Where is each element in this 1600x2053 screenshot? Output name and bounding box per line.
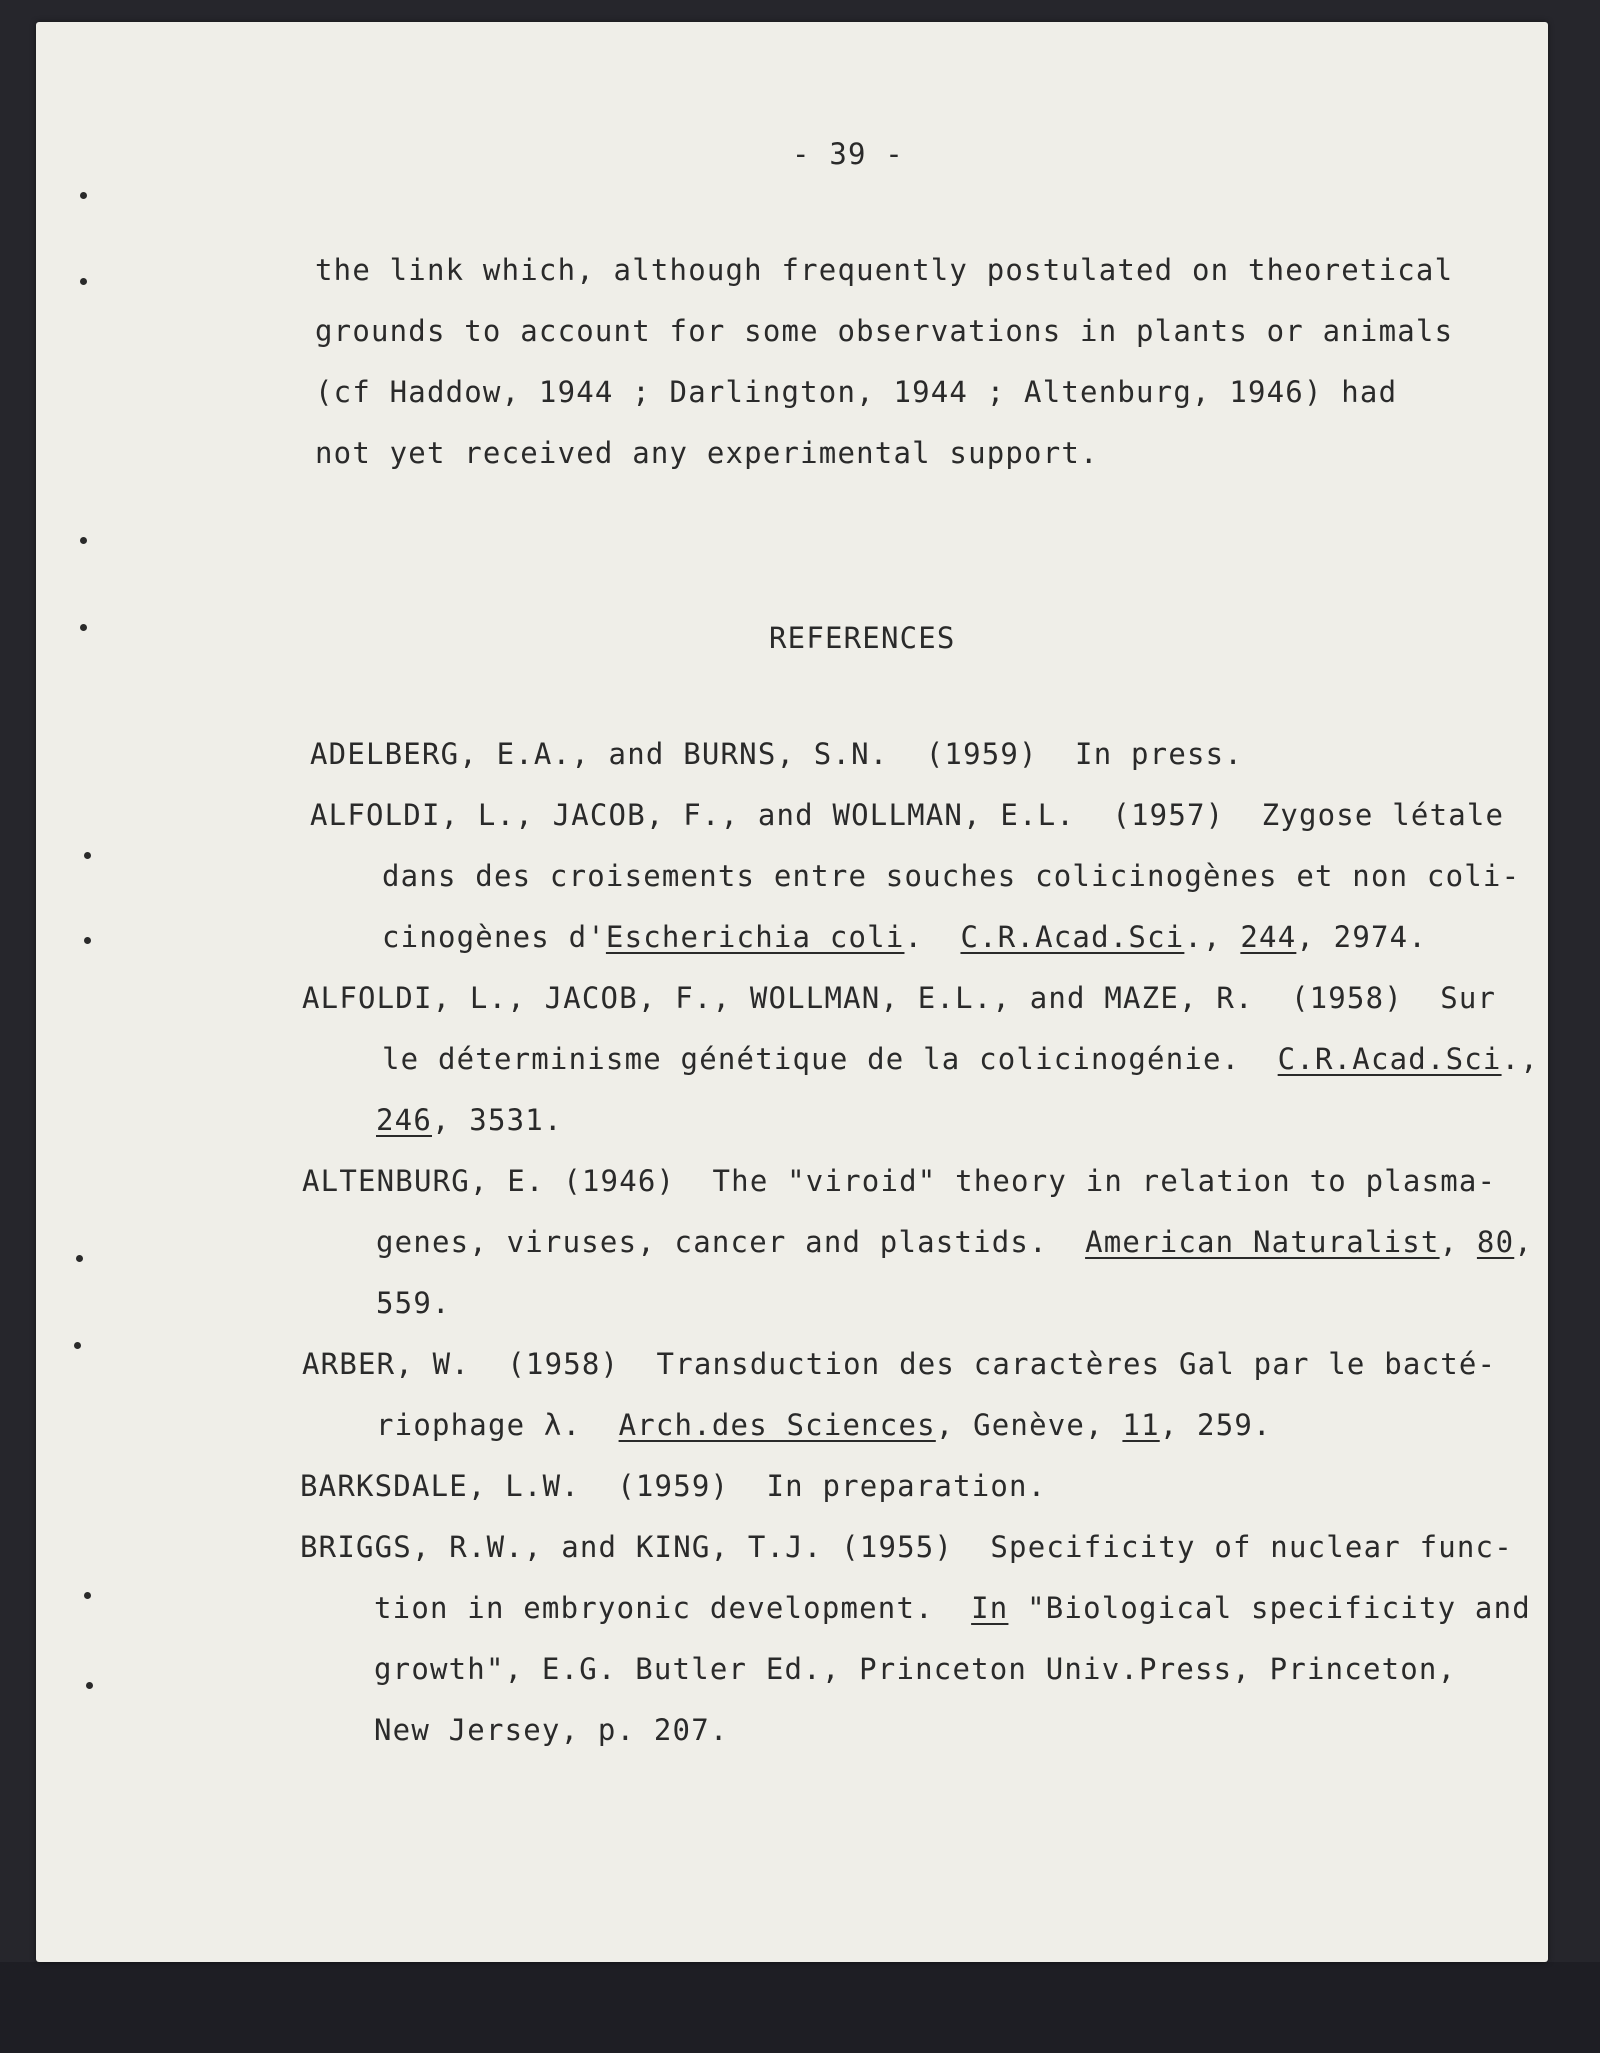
- in-marker: In: [971, 1591, 1009, 1625]
- reference-line: [376, 1408, 1272, 1442]
- text-run: .,: [1184, 920, 1241, 954]
- source-title: C.R.Acad.Sci: [960, 920, 1185, 954]
- reference-line: 559.: [376, 1286, 451, 1320]
- reference-line: New Jersey, p. 207.: [374, 1713, 729, 1747]
- volume: 246: [376, 1103, 432, 1137]
- binding-dot: [84, 937, 91, 944]
- reference-line: ALTENBURG, E. (1946) The "viroid" theory in relation to plasma-: [302, 1164, 1497, 1198]
- references-heading: REFERENCES: [769, 621, 956, 655]
- paragraph-line: grounds to account for some observations in plants or animals: [315, 314, 1454, 348]
- reference-line: growth", E.G. Butler Ed., Princeton Univ.Press, Princeton,: [374, 1652, 1457, 1686]
- text-run: genes, viruses, cancer and plastids.: [376, 1225, 1086, 1259]
- text-run: ,: [1439, 1225, 1477, 1259]
- journal-title: Escherichia coli: [605, 920, 905, 954]
- document-page: [36, 22, 1548, 1962]
- text-run: riophage λ.: [376, 1408, 619, 1442]
- volume: 80: [1476, 1225, 1515, 1259]
- binding-dot: [84, 852, 91, 859]
- text-run: cinogènes d': [382, 920, 606, 954]
- paragraph-line: (cf Haddow, 1944 ; Darlington, 1944 ; Altenburg, 1946) had: [315, 375, 1398, 409]
- page-number: - 39 -: [792, 137, 904, 171]
- binding-dot: [80, 278, 87, 285]
- volume: 244: [1240, 920, 1297, 954]
- reference-line: BRIGGS, R.W., and KING, T.J. (1955) Specificity of nuclear func-: [300, 1530, 1513, 1564]
- reference-line: [374, 1591, 1531, 1625]
- source-title: Arch.des Sciences: [618, 1408, 936, 1442]
- text-run: "Biological specificity and: [1008, 1591, 1531, 1625]
- text-run: , 259.: [1159, 1408, 1272, 1442]
- scan-background: [0, 1962, 1600, 2053]
- reference-line: [382, 920, 1427, 954]
- binding-dot: [84, 1592, 91, 1599]
- source-title: American Naturalist: [1085, 1225, 1440, 1259]
- source-title: C.R.Acad.Sci: [1277, 1042, 1502, 1076]
- text-run: tion in embryonic development.: [374, 1591, 972, 1625]
- binding-dot: [80, 192, 87, 199]
- volume: 11: [1122, 1408, 1160, 1442]
- reference-line: BARKSDALE, L.W. (1959) In preparation.: [300, 1469, 1047, 1503]
- text-run: , 2974.: [1296, 920, 1427, 954]
- text-run: ,: [1514, 1225, 1533, 1259]
- paragraph-line: not yet received any experimental support.: [315, 436, 1099, 470]
- reference-line: ADELBERG, E.A., and BURNS, S.N. (1959) In press.: [310, 737, 1243, 771]
- text-run: le déterminisme génétique de la colicinogénie.: [382, 1042, 1278, 1076]
- reference-line: ALFOLDI, L., JACOB, F., WOLLMAN, E.L., and MAZE, R. (1958) Sur: [302, 981, 1497, 1015]
- binding-dot: [80, 624, 87, 631]
- reference-line: [376, 1103, 563, 1137]
- binding-dot: [74, 1342, 81, 1349]
- text-run: .,: [1501, 1042, 1539, 1076]
- reference-line: [376, 1225, 1533, 1259]
- binding-dot: [80, 537, 87, 544]
- text-run: .: [904, 920, 961, 954]
- reference-line: ALFOLDI, L., JACOB, F., and WOLLMAN, E.L. (1957) Zygose létale: [310, 798, 1505, 832]
- paragraph-line: the link which, although frequently postulated on theoretical: [315, 253, 1454, 287]
- binding-dot: [86, 1682, 93, 1689]
- text-run: , 3531.: [431, 1103, 563, 1137]
- reference-line: dans des croisements entre souches colicinogènes et non coli-: [382, 859, 1521, 893]
- reference-line: [382, 1042, 1539, 1076]
- text-run: , Genève,: [935, 1408, 1123, 1442]
- reference-line: ARBER, W. (1958) Transduction des caractères Gal par le bacté-: [302, 1347, 1497, 1381]
- binding-dot: [76, 1255, 83, 1262]
